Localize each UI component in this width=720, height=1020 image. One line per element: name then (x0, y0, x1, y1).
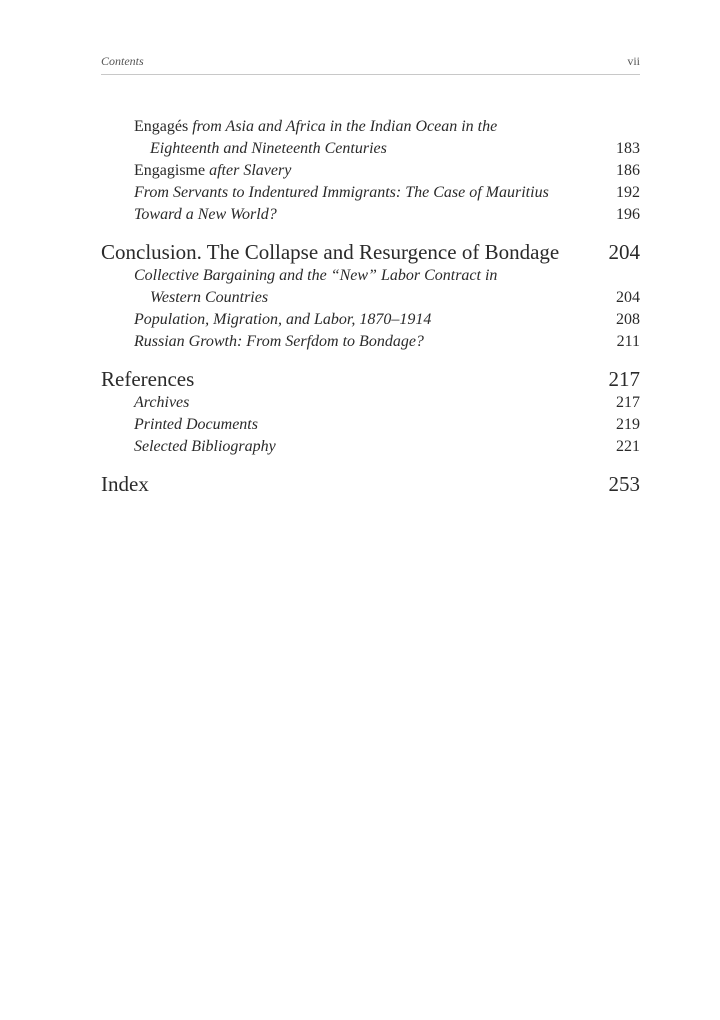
toc-title-continuation: Western Countries (150, 289, 269, 306)
toc-entry-title (134, 116, 640, 160)
toc-entry-title: Russian Growth: From Serfdom to Bondage? (134, 333, 424, 350)
toc-page-number: 192 (616, 184, 640, 201)
toc-page-number: 196 (616, 206, 640, 223)
toc-entry-title: From Servants to Indentured Immigrants: The Case of Mauritius (134, 184, 549, 201)
toc-title-italic: from Asia and Africa in the Indian Ocean in the (192, 118, 498, 135)
toc-title-roman: Engagés (134, 118, 193, 135)
toc-entry-title: Population, Migration, and Labor, 1870–1914 (134, 311, 432, 328)
toc-entry-collective-bargaining (134, 265, 640, 309)
toc-title-roman: Engagisme (134, 162, 210, 179)
page-number: vii (627, 54, 640, 68)
running-head-title: Contents (101, 54, 144, 68)
toc-entry-population-migration (134, 309, 640, 331)
toc-entry-title: Toward a New World? (134, 206, 277, 223)
toc-chapter-title: References (101, 367, 195, 391)
toc-entry-conclusion (101, 239, 640, 265)
toc-page-number: 219 (616, 416, 640, 433)
toc-entry-engagisme (134, 160, 640, 182)
running-head (101, 54, 640, 75)
toc-page-number: 204 (608, 240, 640, 264)
toc-entry-printed-documents (134, 414, 640, 436)
toc-title-continuation: Eighteenth and Nineteenth Centuries (150, 140, 387, 157)
toc-entry-title: Archives (134, 394, 190, 411)
toc-entry-references (101, 366, 640, 392)
toc-page-number: 211 (616, 333, 640, 350)
toc-page-number: 217 (616, 394, 640, 411)
toc-page-number: 183 (616, 140, 640, 157)
toc-chapter-title: Conclusion. The Collapse and Resurgence of Bondage (101, 240, 560, 264)
toc-entry-title (134, 160, 640, 182)
toc-entry-title: Printed Documents (134, 416, 258, 433)
toc-entry-russian-growth (134, 331, 640, 353)
table-of-contents (101, 116, 640, 497)
toc-page-number: 204 (616, 289, 640, 306)
toc-chapter-title: Index (101, 472, 149, 496)
toc-page-number: 208 (616, 311, 640, 328)
toc-title-italic: after Slavery (209, 162, 292, 179)
toc-entry-new-world (134, 204, 640, 226)
toc-page-number: 186 (616, 162, 640, 179)
toc-entry-engages (134, 116, 640, 160)
toc-page-number: 217 (608, 367, 640, 391)
toc-entry-title: Selected Bibliography (134, 438, 276, 455)
toc-page-number: 221 (616, 438, 640, 455)
toc-entry-selected-bibliography (134, 436, 640, 458)
toc-entry-title (134, 265, 640, 309)
toc-entry-index (101, 471, 640, 497)
toc-page-number: 253 (608, 472, 640, 496)
toc-title-line: Collective Bargaining and the “New” Labor Contract in (134, 267, 498, 284)
toc-entry-mauritius (134, 182, 640, 204)
toc-entry-archives (134, 392, 640, 414)
